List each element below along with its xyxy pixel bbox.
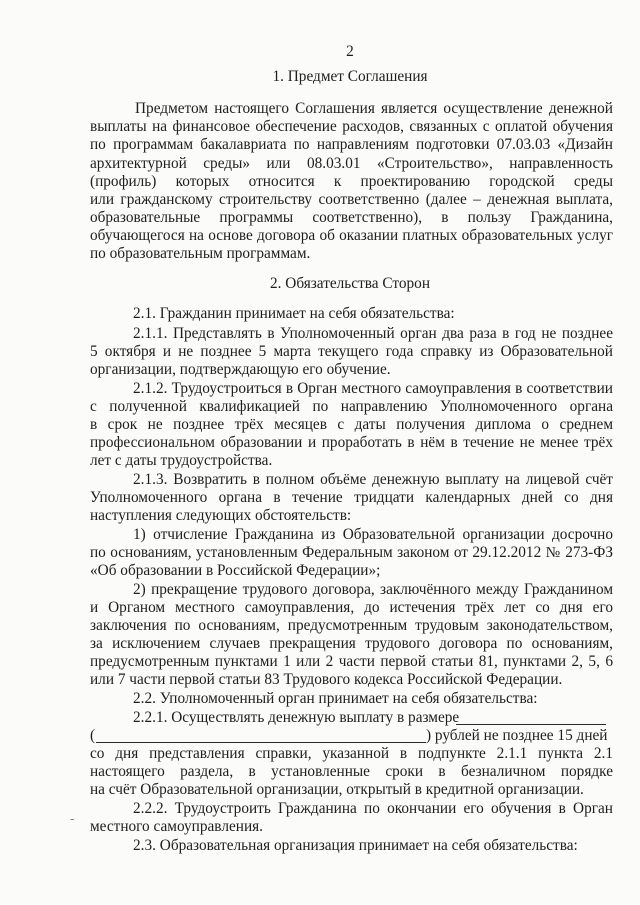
section-1-heading: 1. Предмет Соглашения: [272, 68, 428, 85]
clause-line: 2.2. Уполномоченный орган принимает на себя обязательства:: [133, 690, 538, 707]
clause-line: за исключением случаев прекращения трудового договора по основаниям,: [90, 635, 613, 652]
clause-line: Уполномоченного органа в течение тридцати календарных дней со дня: [90, 489, 613, 506]
section-1-line: или гражданскому строительству соответственно (далее – денежная выплата,: [90, 191, 613, 208]
section-1-line: архитектурной среды» или 08.03.01 «Строительство», направленность: [90, 155, 613, 172]
clause-line: 2.2.1. Осуществлять денежную выплату в размере: [133, 709, 460, 726]
clause-line: ) рублей не позднее 15 дней: [426, 727, 608, 744]
clause-line: 2) прекращение трудового договора, заключённого между Гражданином: [133, 581, 613, 598]
clause-line: заключения по основаниям, предусмотренным трудовым законодательством,: [90, 617, 613, 634]
clause-line: 2.1. Гражданин принимает на себя обязательства:: [133, 305, 455, 322]
section-1-line: обучающегося на основе договора об оказании платных образовательных услуг: [90, 227, 613, 244]
clause-line: (: [90, 727, 96, 744]
clause-line: организации, подтверждающую его обучение.: [90, 361, 391, 378]
section-1-line: выплаты на финансовое обеспечение расходов, связанных с оплатой обучения: [90, 118, 613, 135]
clause-line: 2.1.2. Трудоустроиться в Орган местного самоуправления в соответствии: [133, 380, 613, 397]
amount-blank: [456, 711, 606, 725]
section-1-line: (профиль) которых относится к проектированию городской среды: [90, 173, 613, 190]
clause-line: по основаниям, установленным Федеральным законом от 29.12.2012 № 273-ФЗ: [90, 544, 613, 561]
clause-line: «Об образовании в Российской Федерации»;: [90, 562, 381, 579]
amount-words-blank: [96, 729, 426, 743]
clause-line: предусмотренным пунктами 1 или 2 части первой статьи 81, пунктами 2, 5, 6: [90, 653, 613, 670]
clause-line: 2.1.3. Возвратить в полном объёме денежную выплату на лицевой счёт: [133, 471, 613, 488]
section-2-heading: 2. Обязательства Сторон: [269, 275, 431, 292]
clause-line: со дня представления справки, указанной в подпункте 2.1.1 пункта 2.1: [90, 745, 613, 762]
clause-line: наступления следующих обстоятельств:: [90, 507, 352, 524]
page-number: 2: [346, 43, 354, 60]
clause-line: 2.2.2. Трудоустроить Гражданина по окончании его обучения в Орган: [133, 800, 613, 817]
clause-line: местного самоуправления.: [90, 818, 263, 835]
clause-line: или 7 части первой статьи 83 Трудового кодекса Российской Федерации.: [90, 671, 563, 688]
margin-mark: -: [70, 812, 75, 826]
clause-line: и Органом местного самоуправления, до истечения трёх лет со дня его: [90, 599, 613, 616]
clause-line: 1) отчисление Гражданина из Образовательной организации досрочно: [133, 526, 613, 543]
section-1-line: по программам бакалавриата по направлениям подготовки 07.03.03 «Дизайн: [90, 136, 613, 153]
clause-line: профессиональном образовании и проработать в нём в течение не менее трёх: [90, 434, 613, 451]
clause-line: в срок не позднее трёх месяцев с даты получения диплома о среднем: [90, 416, 613, 433]
clause-line: 2.3. Образовательная организация принимает на себя обязательства:: [133, 837, 578, 854]
clause-line: 2.1.1. Представлять в Уполномоченный орган два раза в год не позднее: [133, 325, 613, 342]
clause-line: лет с даты трудоустройства.: [90, 452, 273, 469]
clause-line: с полученной квалификацией по направлению Уполномоченного органа: [90, 398, 613, 415]
clause-line: 5 октября и не позднее 5 марта текущего года справку из Образовательной: [90, 343, 613, 360]
clause-line: на счёт Образовательной организации, открытый в кредитной организации.: [90, 781, 584, 798]
section-1-line: Предметом настоящего Соглашения является осуществление денежной: [135, 100, 613, 117]
section-1-line: образовательные программы соответственно), в пользу Гражданина,: [90, 209, 613, 226]
clause-line: настоящего раздела, в установленные сроки в безналичном порядке: [90, 763, 613, 780]
section-1-line: по образовательным программам.: [90, 245, 311, 262]
